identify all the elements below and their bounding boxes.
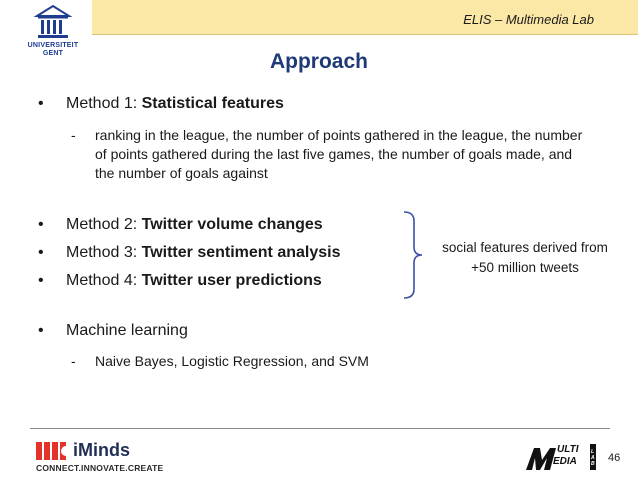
method-4-prefix: Method 4: [66,272,142,289]
method-3-prefix: Method 3: [66,244,142,261]
machine-learning-detail-text: Naive Bayes, Logistic Regression, and SVM [95,353,369,369]
bullet-icon: • [38,95,44,112]
method-2-item [38,216,323,234]
method-4-item [38,272,322,290]
method-1-name: Statistical features [141,95,284,112]
method-1-detail-text: ranking in the league, the number of points gathered in the league, the number of points gathered during the last five games, the number of goals made, and the number of goals against [95,127,583,181]
social-features-note: social features derived from +50 million tweets [442,240,608,275]
lab-label: ELIS – Multimedia Lab [463,12,594,27]
iminds-name: iMinds [73,440,130,460]
method-1-detail [71,126,595,183]
dash-icon: - [71,127,76,143]
dash-icon: - [71,353,76,369]
iminds-tagline: CONNECT.INNOVATE.CREATE [36,463,164,473]
method-1-item [38,95,284,113]
machine-learning-label: Machine learning [66,322,188,339]
bullet-icon: • [38,244,44,261]
method-2-name: Twitter volume changes [141,216,323,233]
machine-learning-detail [71,352,595,371]
method-3-name: Twitter sentiment analysis [141,244,341,261]
brace-icon [402,211,424,299]
multimedia-logo-side: LAB [591,449,595,467]
logo-text-line2: GENT [42,50,64,57]
method-2-prefix: Method 2: [66,216,142,233]
university-building-icon [33,2,73,42]
bullet-icon: • [38,272,44,289]
slide-title: Approach [269,50,368,73]
method-1-prefix: Method 1: [66,95,142,112]
machine-learning-item [38,322,188,340]
footer-divider [30,428,610,429]
bullet-icon: • [38,216,44,233]
multimedia-logo-line1: ULTI [557,444,579,455]
header-divider [92,34,638,35]
method-3-item [38,244,340,262]
multimedia-logo-line2: EDIA [553,456,577,467]
method-4-name: Twitter user predictions [141,272,322,289]
logo-text-line1: UNIVERSITEIT [27,42,79,49]
page-number: 46 [608,452,621,464]
bullet-icon: • [38,322,44,339]
